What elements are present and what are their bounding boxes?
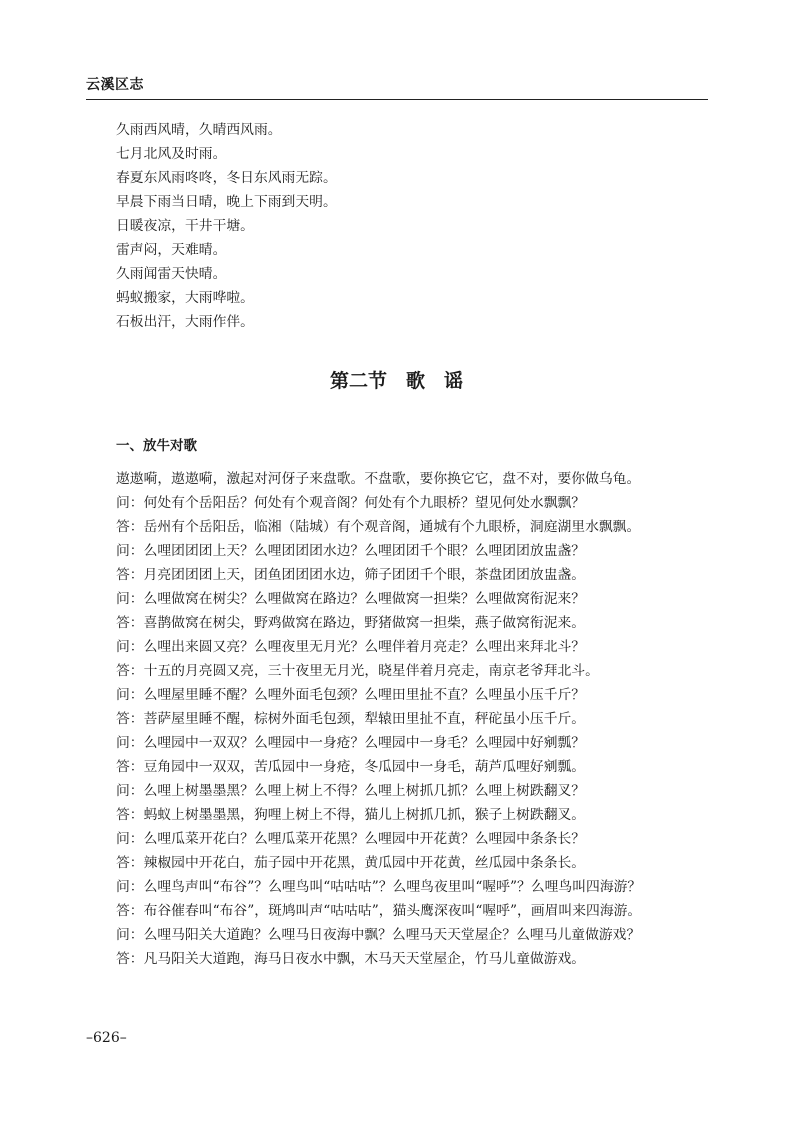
song-line: 答：辣椒园中开花白，茄子园中开花黑，黄瓜园中开花黄，丝瓜园中条条长。 — [116, 855, 586, 871]
proverb-line: 早晨下雨当日晴，晚上下雨到天明。 — [116, 194, 337, 210]
proverb-line: 七月北风及时雨。 — [116, 146, 227, 162]
running-header-title: 云溪区志 — [86, 77, 144, 93]
song-line: 答：布谷催春叫“布谷”，斑鸠叫声“咕咕咕”，猫头鹰深夜叫“喔呼”，画眉叫来四海游。 — [116, 903, 642, 919]
section-title: 第二节 歌 谣 — [329, 370, 463, 392]
song-line: 答：十五的月亮圆又亮，三十夜里无月光，晓星伴着月亮走，南京老爷拜北斗。 — [116, 663, 599, 679]
proverb-line: 雷声闷，天难晴。 — [116, 242, 227, 258]
proverb-list — [116, 118, 337, 334]
song-line: 答：岳州有个岳阳岳，临湘（陆城）有个观音阁，通城有个九眼桥，洞庭湖里水飘飘。 — [116, 519, 641, 535]
proverb-line: 久雨西风晴，久晴西风雨。 — [116, 122, 282, 138]
song-line: 问：么哩上树墨墨黑？么哩上树上不得？么哩上树抓几抓？么哩上树跌翻叉？ — [116, 783, 586, 799]
song-line: 答：月亮团团团上天，团鱼团团团水边，筛子团团千个眼，茶盘团团放盅盏。 — [116, 567, 586, 583]
song-line: 问：么哩团团团上天？么哩团团团水边？么哩团团千个眼？么哩团团放盅盏？ — [116, 543, 586, 559]
proverb-line: 日暖夜凉，干井干塘。 — [116, 218, 254, 234]
song-line: 问：么哩做窝在树尖？么哩做窝在路边？么哩做窝一担柴？么哩做窝衔泥来？ — [116, 591, 586, 607]
subsection-heading: 一、放牛对歌 — [116, 438, 197, 454]
song-lines — [116, 467, 641, 971]
song-line: 答：豆角园中一双双，苦瓜园中一身疮，冬瓜园中一身毛，葫芦瓜哩好剜瓢。 — [116, 759, 586, 775]
page-number: –626– — [86, 1030, 127, 1046]
song-line: 答：菩萨屋里睡不醒，棕树外面毛包颈，犁辕田里扯不直，秤砣虽小压千斤。 — [116, 711, 586, 727]
song-line: 答：凡马阳关大道跑，海马日夜水中飘，木马天天堂屋企，竹马儿童做游戏。 — [116, 951, 586, 967]
song-line: 答：蚂蚁上树墨墨黑，狗哩上树上不得，猫儿上树抓几抓，猴子上树跌翻叉。 — [116, 807, 586, 823]
song-line: 问：何处有个岳阳岳？何处有个观音阁？何处有个九眼桥？望见何处水飘飘？ — [116, 495, 586, 511]
song-line: 问：么哩出来圆又亮？么哩夜里无月光？么哩伴着月亮走？么哩出来拜北斗？ — [116, 639, 586, 655]
song-line: 问：么哩屋里睡不醒？么哩外面毛包颈？么哩田里扯不直？么哩虽小压千斤？ — [116, 687, 586, 703]
song-line: 答：喜鹊做窝在树尖，野鸡做窝在路边，野猪做窝一担柴，燕子做窝衔泥来。 — [116, 615, 586, 631]
song-line: 问：么哩马阳关大道跑？么哩马日夜海中飘？么哩马天天堂屋企？么哩马儿童做游戏？ — [116, 927, 641, 943]
song-line: 遨遨嗬，遨遨嗬，激起对河伢子来盘歌。不盘歌，要你换它它，盘不对，要你做乌龟。 — [116, 471, 641, 487]
song-line: 问：么哩园中一双双？么哩园中一身疮？么哩园中一身毛？么哩园中好剜瓢？ — [116, 735, 586, 751]
proverb-line: 蚂蚁搬家，大雨哗啦。 — [116, 290, 254, 306]
proverb-line: 石板出汗，大雨作伴。 — [116, 314, 254, 330]
song-line: 问：么哩鸟声叫“布谷”？么哩鸟叫“咕咕咕”？么哩鸟夜里叫“喔呼”？么哩鸟叫四海游？ — [116, 879, 642, 895]
proverb-line: 春夏东风雨咚咚，冬日东风雨无踪。 — [116, 170, 337, 186]
proverb-line: 久雨闻雷天快晴。 — [116, 266, 227, 282]
header-divider — [86, 99, 708, 100]
song-line: 问：么哩瓜菜开花白？么哩瓜菜开花黑？么哩园中开花黄？么哩园中条条长？ — [116, 831, 586, 847]
